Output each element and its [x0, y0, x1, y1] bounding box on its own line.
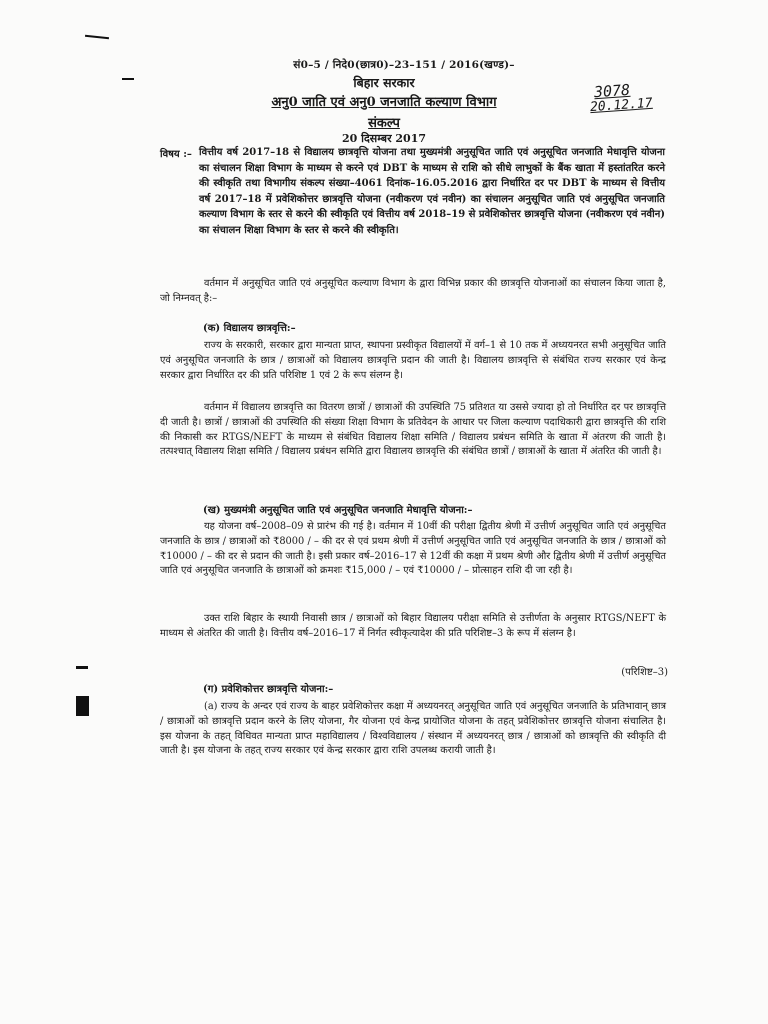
section-a-heading: (क) विद्यालय छात्रवृत्ति:– [203, 323, 296, 334]
document-type: संकल्प [368, 116, 400, 131]
section-b-paragraph-2: उक्त राशि बिहार के स्थायी निवासी छात्र / छात्राओं को बिहार विद्यालय परीक्षा समिति से उत्तीर्णता के अनुसार RTGS/NEFT के माध्यम से अंतरित की जाती है। वित्तीय वर्ष–2016–17 में निर्गत स्वीकृत्यादेश की प्रति परिशिष्ट–3 के रूप में संलग्न है। [160, 613, 666, 639]
section-a-paragraph-1: राज्य के सरकारी, सरकार द्वारा मान्यता प्राप्त, स्थापना प्रस्वीकृत विद्यालयों में वर्ग–1 से 10 तक में अध्ययनरत सभी अनुसूचित जाति एवं अनुसूचित जनजाति के छात्र / छात्राओं को विद्यालय छात्रवृत्ति प्रदान की जाती है। विद्यालय छात्रवृत्ति से संबंधित राज्य सरकार एवं केन्द्र सरकार द्वारा निर्धारित दर की प्रति परिशिष्ट 1 एवं 2 के रूप संलग्न है। [160, 340, 666, 381]
reference-number: सं0–5 / निदे0(छात्र0)–23–151 / 2016(खण्ड)– [293, 59, 515, 71]
handwritten-date: 20.12.17 [589, 95, 654, 116]
annexure-3-label: (परिशिष्ट–3) [621, 667, 668, 678]
subject-label: विषय :– [160, 149, 192, 160]
subject-text: वित्तीय वर्ष 2017–18 से विद्यालय छात्रवृत्ति योजना तथा मुख्यमंत्री अनुसूचित जाति एवं अनुसूचित जनजाति मेधावृत्ति योजना का संचालन शिक्षा विभाग के माध्यम से करने एवं DBT के माध्यम से राशि को सीधे लाभुकों के बैंक खाता में हस्तांतरित करने की स्वीकृति तथा विभागीय संकल्प संख्या–4061 दिनांक–16.05.2016 द्वारा निर्धारित दर पर DBT के माध्यम से वित्तीय वर्ष 2017–18 में प्रवेशिकोत्तर छात्रवृत्ति योजना (नवीकरण एवं नवीन) का संचालन अनुसूचित जाति एवं अनुसूचित जनजाति कल्याण विभाग के स्तर से करने की स्वीकृति एवं वित्तीय वर्ष 2018–19 से प्रवेशिकोत्तर छात्रवृत्ति योजना (नवीकरण एवं नवीन) का संचालन शिक्षा विभाग के स्तर से करने की स्वीकृति। [199, 147, 665, 236]
scan-mark-4 [76, 696, 89, 716]
intro-paragraph: वर्तमान में अनुसूचित जाति एवं अनुसूचित कल्याण विभाग के द्वारा विभिन्न प्रकार की छात्रवृत्ति योजनाओं का संचालन किया जाता है, जो निम्नवत् है:– [160, 278, 666, 304]
section-b-heading: (ख) मुख्यमंत्री अनुसूचित जाति एवं अनुसूचित जनजाति मेधावृत्ति योजना:– [203, 505, 473, 516]
scan-mark-3 [76, 666, 88, 669]
government-title: बिहार सरकार [353, 75, 415, 90]
department-title: अनु0 जाति एवं अनु0 जनजाति कल्याण विभाग [271, 95, 497, 110]
section-b-paragraph-1: यह योजना वर्ष–2008–09 से प्रारंभ की गई है। वर्तमान में 10वीं की परीक्षा द्वितीय श्रेणी में उत्तीर्ण अनुसूचित जाति एवं अनुसूचित जनजाति के छात्र / छात्राओं को ₹8000 / – की दर से एवं प्रथम श्रेणी में उत्तीर्ण अनुसूचित जाति एवं अनुसूचित जनजाति के छात्र / छात्राओं को ₹10000 / – की दर से प्रदान की जाती है। इसी प्रकार वर्ष–2016–17 से 12वीं की कक्षा में प्रथम श्रेणी और द्वितीय श्रेणी में उत्तीर्ण अनुसूचित जाति एवं अनुसूचित जनजाति के छात्राओं को क्रमशः ₹15,000 / – एवं ₹10000 / – प्रोत्साहन राशि दी जा रही है। [160, 521, 666, 577]
handwritten-number: 3078 [593, 80, 631, 102]
section-a-paragraph-2: वर्तमान में विद्यालय छात्रवृत्ति का वितरण छात्रों / छात्राओं की उपस्थिति 75 प्रतिशत या उससे ज्यादा हो तो निर्धारित दर पर छात्रवृत्ति दी जाती है। छात्रों / छात्राओं की उपस्थिति की संख्या शिक्षा विभाग के प्रतिवेदन के आधार पर जिला कल्याण पदाधिकारी द्वारा छात्रवृत्ति की राशि की निकासी कर RTGS/NEFT के माध्यम से संबंधित विद्यालय शिक्षा समिति / विद्यालय प्रबंधन समिति के खाता में अंतरण की जाती है। तत्पश्चात् विद्यालय शिक्षा समिति / विद्यालय प्रबंधन समिति द्वारा विद्यालय छात्रवृत्ति की संबंधित छात्रों / छात्राओं के खाता में अंतरित की जाती है। [160, 402, 666, 458]
section-c-paragraph-1: (a) राज्य के अन्दर एवं राज्य के बाहर प्रवेशिकोत्तर कक्षा में अध्ययनरत् अनुसूचित जाति एवं अनुसूचित जनजाति के प्रतिभावान् छात्र / छात्राओं को छात्रवृत्ति प्रदान करने के लिए योजना, गैर योजना एवं केन्द्र प्रायोजित योजना के तहत् प्रवेशिकोत्तर छात्रवृत्ति योजना संचालित है। इस योजना के तहत् विधिवत मान्यता प्राप्त महाविद्यालय / विश्वविद्यालय / संस्थान में अध्ययनरत् छात्र / छात्राओं को छात्रवृत्ति की स्वीकृति दी जाती है। इस योजना के तहत् राज्य सरकार एवं केन्द्र सरकार द्वारा राशि उपलब्ध करायी जाती है। [160, 701, 666, 757]
section-c-heading: (ग) प्रवेशिकोत्तर छात्रवृत्ति योजना:– [203, 684, 334, 695]
document-date: 20 दिसम्बर 2017 [341, 132, 427, 145]
scan-mark-1 [85, 35, 109, 39]
